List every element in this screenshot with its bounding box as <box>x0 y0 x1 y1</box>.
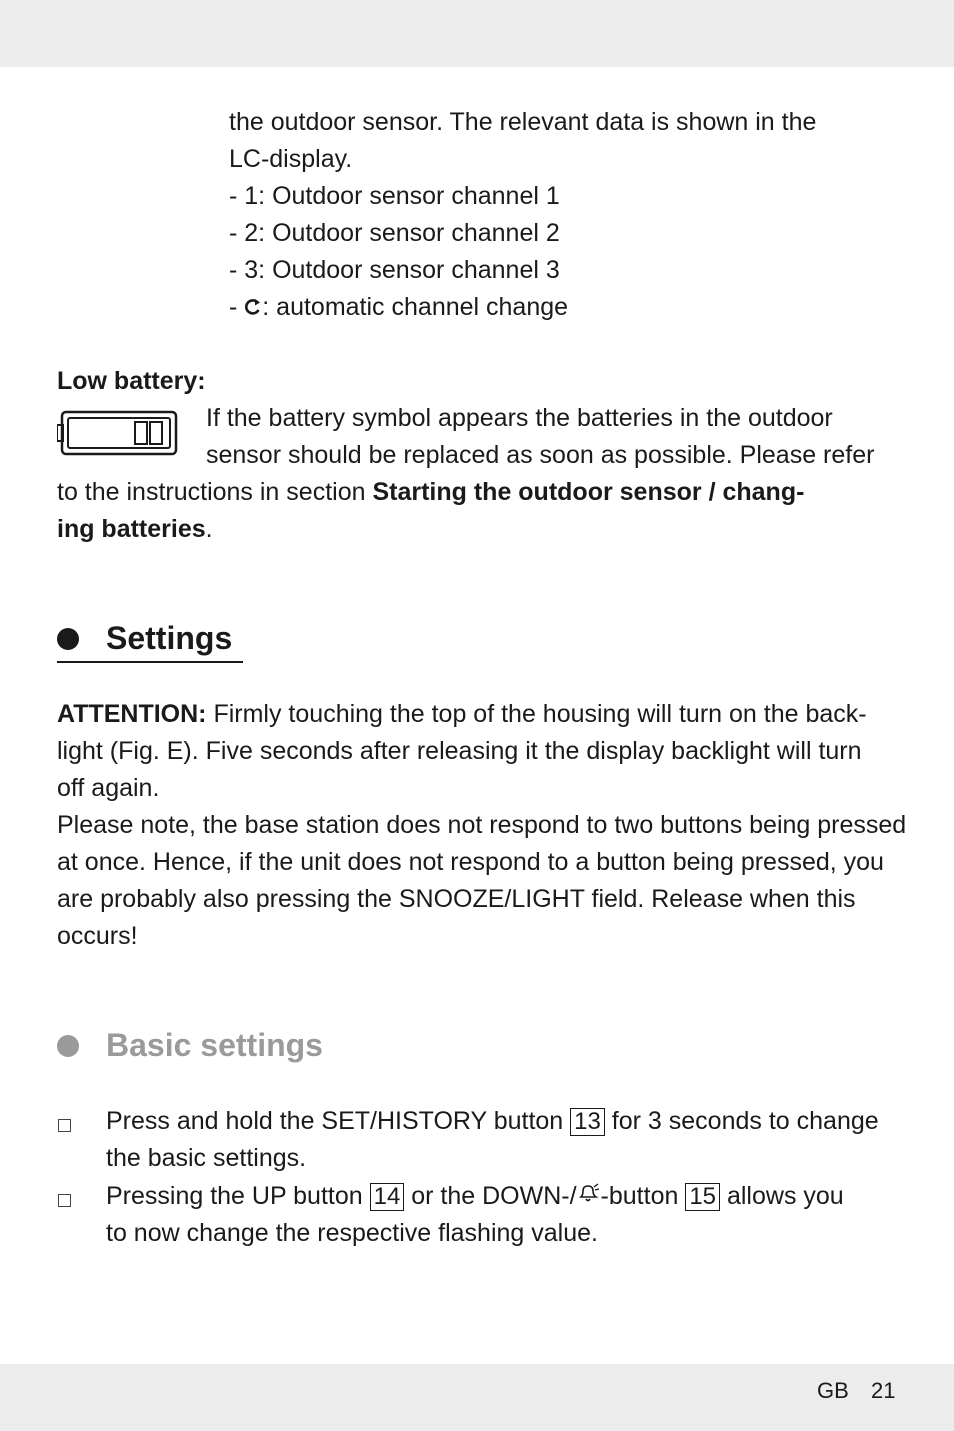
bottom-band <box>0 1364 954 1431</box>
low-battery-line1: If the battery symbol appears the batteries in the outdoor <box>206 404 833 432</box>
note-line3: are probably also pressing the SNOOZE/LIGHT field. Release when this <box>57 885 856 913</box>
basic-item2-middle2: -button <box>600 1182 686 1210</box>
section-reference-cont: ing batteries <box>57 515 206 543</box>
basic-settings-heading: Basic settings <box>106 1027 323 1063</box>
attention-text: Firmly touching the top of the housing will turn on the back- <box>206 700 867 728</box>
checkbox-square-icon <box>58 1194 71 1207</box>
basic-item2-after: allows you <box>720 1182 844 1210</box>
attention-label: ATTENTION: <box>57 700 207 728</box>
ref-14: 14 <box>370 1183 405 1211</box>
attention-line3: off again. <box>57 774 160 802</box>
note-line4: occurs! <box>57 922 138 950</box>
low-battery-line3 <box>57 474 804 511</box>
channel-intro-line1: the outdoor sensor. The relevant data is shown in the <box>229 108 817 136</box>
section-reference: Starting the outdoor sensor / chang- <box>372 478 805 506</box>
low-battery-line3-plain: to the instructions in section <box>57 478 373 506</box>
settings-underline <box>57 661 243 663</box>
top-band <box>0 0 954 67</box>
channel-item-2: - 2: Outdoor sensor channel 2 <box>229 219 560 247</box>
channel-auto-prefix: - <box>229 293 245 321</box>
attention-line1 <box>57 696 867 733</box>
basic-settings-bullet-icon <box>57 1035 79 1057</box>
low-battery-line2: sensor should be replaced as soon as possible. Please refer <box>206 441 875 469</box>
battery-icon <box>57 410 179 461</box>
low-battery-line4-end: . <box>205 515 213 543</box>
channel-item-3: - 3: Outdoor sensor channel 3 <box>229 256 560 284</box>
checkbox-square-icon <box>58 1119 71 1132</box>
settings-heading: Settings <box>106 620 233 656</box>
ref-15: 15 <box>685 1183 720 1211</box>
low-battery-line4 <box>57 511 213 548</box>
channel-item-auto <box>229 289 568 327</box>
note-line1: Please note, the base station does not respond to two buttons being pressed <box>57 811 907 839</box>
basic-item1-line1 <box>106 1103 879 1140</box>
ref-13: 13 <box>570 1108 605 1136</box>
attention-line2: light (Fig. E). Five seconds after releasing it the display backlight will turn <box>57 737 862 765</box>
channel-item-1: - 1: Outdoor sensor channel 1 <box>229 182 560 210</box>
basic-item1-before: Press and hold the SET/HISTORY button <box>106 1107 571 1135</box>
basic-item2-line2: to now change the respective flashing value. <box>106 1219 598 1247</box>
alarm-bell-icon <box>577 1179 601 1216</box>
channel-intro-line2: LC-display. <box>229 145 353 173</box>
settings-bullet-icon <box>57 628 79 650</box>
cycle-icon <box>244 290 262 327</box>
note-line2: at once. Hence, if the unit does not respond to a button being pressed, you <box>57 848 884 876</box>
basic-item1-after: for 3 seconds to change <box>604 1107 879 1135</box>
channel-auto-text: : automatic channel change <box>262 293 569 321</box>
basic-item1-line2: the basic settings. <box>106 1144 307 1172</box>
basic-item2-before: Pressing the UP button <box>106 1182 370 1210</box>
footer-language: GB <box>817 1378 849 1403</box>
page-number: 21 <box>871 1378 896 1403</box>
basic-item2-line1 <box>106 1178 844 1216</box>
basic-item2-middle: or the DOWN-/ <box>404 1182 577 1210</box>
low-battery-heading: Low battery: <box>57 367 206 395</box>
